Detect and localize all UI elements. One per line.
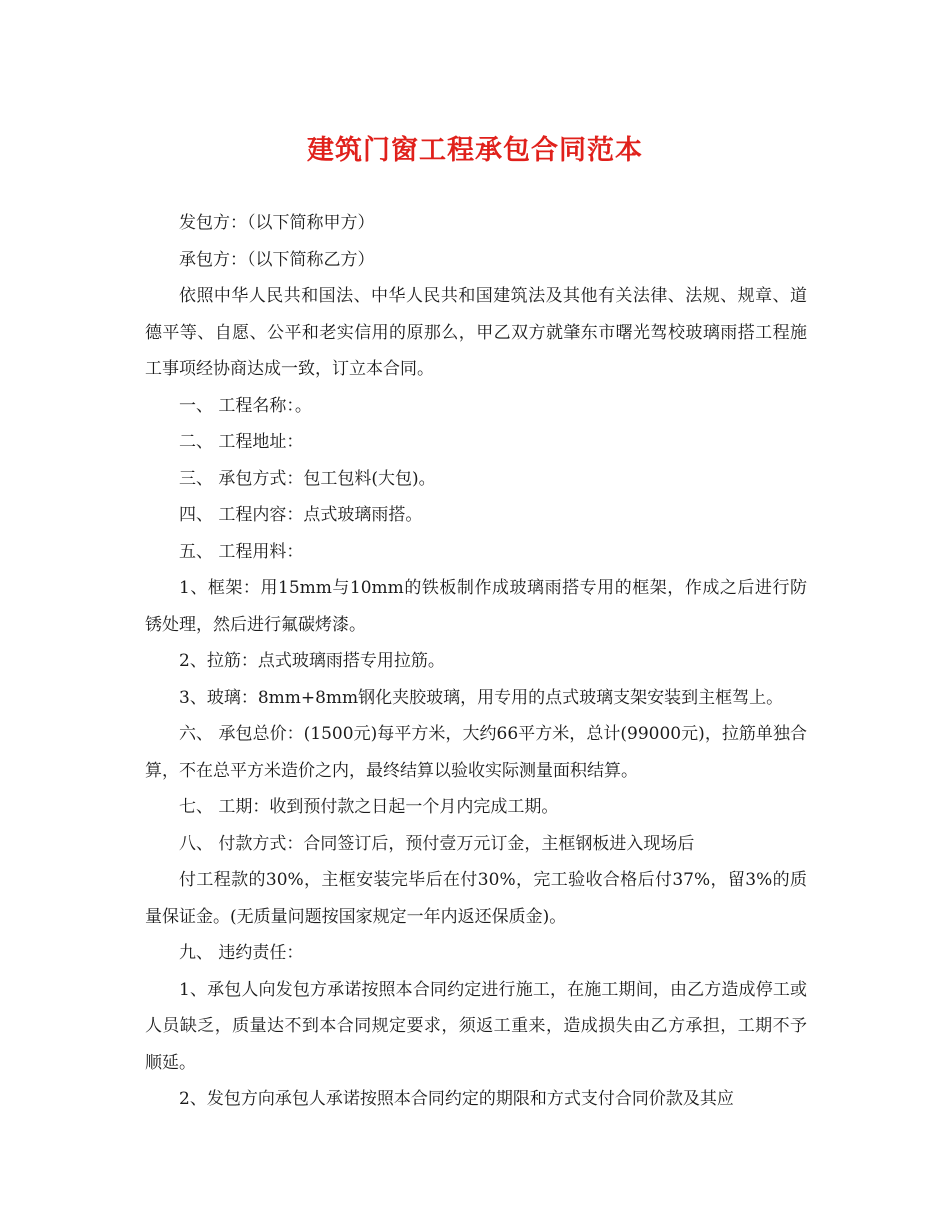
paragraph-payment-terms: 付工程款的30%，主框安装完毕后在付30%，完工验收合格后付37%，留3%的质量保证金。(无质量问题按国家规定一年内返还保质金)。 xyxy=(145,870,807,927)
paragraph-party-b: 承包方：（以下简称乙方） xyxy=(179,249,375,270)
paragraph-breach-heading: 九、 违约责任： xyxy=(179,943,304,963)
document-title: 建筑门窗工程承包合同范本 xyxy=(307,135,643,166)
paragraph-preamble: 依照中华人民共和国法、中华人民共和国建筑法及其他有关法律、法规、规章、道德平等、自愿、公平和老实信用的原那么，甲乙双方就肇东市曙光驾校玻璃雨搭工程施工事项经协商达成一致，订立本合同。 xyxy=(145,286,807,379)
paragraph-materials-heading: 五、 工程用料： xyxy=(179,541,304,562)
paragraph-material-glass: 3、玻璃：8mm+8mm钢化夹胶玻璃，用专用的点式玻璃支架安装到主框驾上。 xyxy=(179,687,784,708)
paragraph-schedule: 七、 工期：收到预付款之日起一个月内完成工期。 xyxy=(179,797,559,817)
paragraph-total-price: 六、 承包总价：(1500元)每平方米，大约66平方米，总计(99000元)，拉筋单独合算，不在总平方米造价之内，最终结算以验收实际测量面积结算。 xyxy=(145,724,807,781)
paragraph-material-tie-rod: 2、拉筋：点式玻璃雨搭专用拉筋。 xyxy=(179,651,445,671)
document-body xyxy=(145,205,807,1118)
paragraph-payment-method: 八、 付款方式：合同签订后，预付壹万元订金，主框钢板进入现场后 xyxy=(179,833,695,854)
paragraph-project-name: 一、 工程名称：。 xyxy=(179,395,312,416)
paragraph-party-a: 发包方：（以下简称甲方） xyxy=(179,213,375,233)
paragraph-breach-employer: 2、发包方向承包人承诺按照本合同约定的期限和方式支付合同价款及其应 xyxy=(179,1089,734,1109)
paragraph-material-frame: 1、框架：用15mm与10mm的铁板制作成玻璃雨搭专用的框架，作成之后进行防锈处理，然后进行氟碳烤漆。 xyxy=(145,578,807,635)
paragraph-breach-contractor: 1、承包人向发包方承诺按照本合同约定进行施工，在施工期间，由乙方造成停工或人员缺乏，质量达不到本合同规定要求，须返工重来，造成损失由乙方承担，工期不予顺延。 xyxy=(145,979,807,1073)
paragraph-contract-method: 三、 承包方式：包工包料(大包)。 xyxy=(179,468,436,489)
paragraph-project-address: 二、 工程地址： xyxy=(179,432,304,452)
paragraph-project-content: 四、 工程内容：点式玻璃雨搭。 xyxy=(179,505,423,525)
